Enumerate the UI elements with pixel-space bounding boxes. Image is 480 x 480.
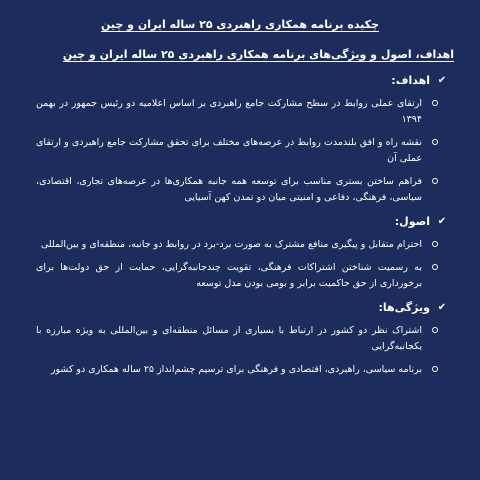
document-subtitle: اهداف، اصول و ویژگی‌های برنامه همکاری راهبردی ۲۵ ساله ایران و چین xyxy=(62,48,454,61)
features-list xyxy=(18,323,462,378)
section-features xyxy=(18,299,462,378)
list-item xyxy=(36,135,422,167)
section-heading-goals: اهداف: xyxy=(391,74,430,87)
list-item xyxy=(36,96,422,128)
list-item xyxy=(36,237,422,253)
check-icon: ✔ xyxy=(437,216,447,227)
goals-list xyxy=(18,96,462,206)
circle-bullet-icon xyxy=(432,241,438,247)
list-item xyxy=(36,174,422,206)
section-header-features xyxy=(18,299,448,317)
section-heading-features: ویژگی‌ها: xyxy=(378,301,430,314)
list-item xyxy=(36,323,422,355)
principles-list xyxy=(18,237,462,292)
check-icon: ✔ xyxy=(437,75,447,86)
list-item-text: احترام متقابل و پیگیری منافع مشترک به صورت برد-برد در روابط دو جانبه، منطقه‌ای و بین‌المللی xyxy=(40,239,422,250)
document-title: چکیده برنامه همکاری راهبردی ۲۵ ساله ایران و چین xyxy=(101,18,379,31)
section-header-principles xyxy=(18,213,448,231)
circle-bullet-icon xyxy=(432,178,438,184)
list-item xyxy=(36,362,422,378)
circle-bullet-icon xyxy=(432,100,438,106)
list-item-text: برنامه سیاسی، راهبردی، اقتصادی و فرهنگی برای ترسیم چشم‌انداز ۲۵ ساله همکاری دو کشور xyxy=(50,364,422,375)
circle-bullet-icon xyxy=(432,139,438,145)
circle-bullet-icon xyxy=(432,327,438,333)
list-item-text: اشتراک نظر دو کشور در ارتباط با بسیاری از مسائل منطقه‌ای و بین‌المللی به ویژه مبارزه با یکجانبه‌گرایی xyxy=(36,325,422,352)
section-goals xyxy=(18,72,462,206)
section-heading-principles: اصول: xyxy=(394,215,430,228)
list-item xyxy=(36,260,422,292)
check-icon: ✔ xyxy=(437,302,447,313)
list-item-text: فراهم ساختن بستری مناسب برای توسعه همه جانبه همکاری‌ها در عرصه‌های تجاری، اقتصادی، سیاسی، فرهنگی، دفاعی و امنیتی میان دو تمدن کهن آسیایی xyxy=(36,176,422,203)
circle-bullet-icon xyxy=(432,366,438,372)
circle-bullet-icon xyxy=(432,264,438,270)
section-header-goals xyxy=(18,72,448,90)
list-item-text: نقشه راه و افق بلندمدت روابط در عرصه‌های مختلف برای تحقق مشارکت جامع راهبردی و ارتقای عملی آن xyxy=(36,137,422,164)
section-principles xyxy=(18,213,462,292)
list-item-text: به رسمیت شناختن اشتراکات فرهنگی، تقویت چندجانبه‌گرایی، حمایت از حق دولت‌ها برای برخورداری از حق حاکمیت برابر و بومی بودن مدل توسعه xyxy=(36,262,422,289)
list-item-text: ارتقای عملی روابط در سطح مشارکت جامع راهبردی بر اساس اعلامیه دو رئیس جمهور در بهمن ۱۳۹۴ xyxy=(36,98,422,125)
